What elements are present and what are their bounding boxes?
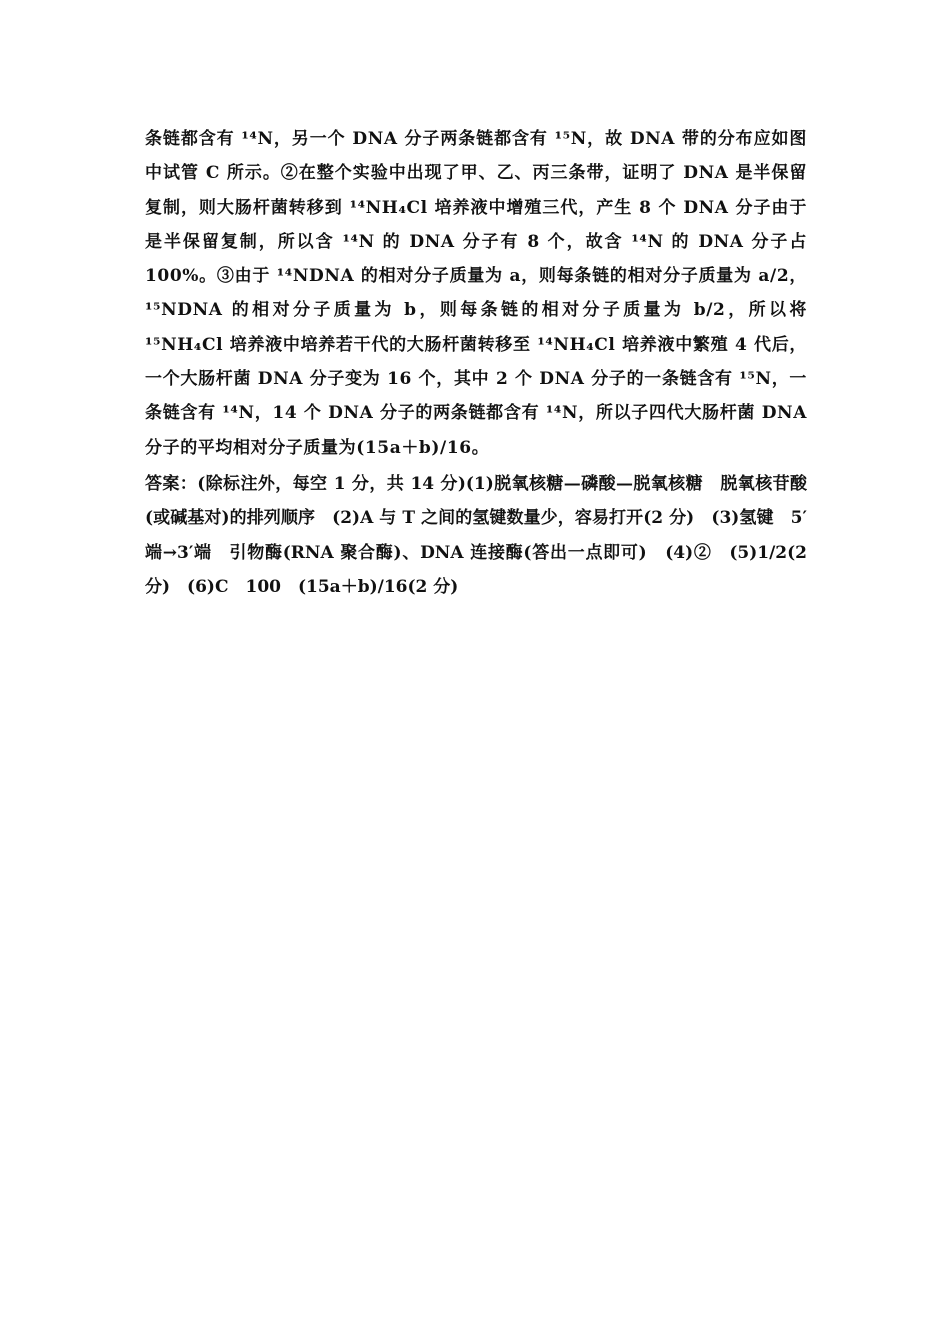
answer-label: 答案： (145, 473, 198, 494)
explanation-paragraph: 条链都含有 ¹⁴N，另一个 DNA 分子两条链都含有 ¹⁵N，故 DNA 带的分布应如图中试管 C 所示。②在整个实验中出现了甲、乙、丙三条带，证明了 DNA 是半保留复制，则大肠杆菌转移到 ¹⁴NH₄Cl 培养液中增殖三代，产生 8 个 DNA 分子由于是半保留复制，所以含 ¹⁴N 的 DNA 分子有 8 个，故含 ¹⁴N 的 DNA 分子占 100%。③由于 ¹⁴NDNA 的相对分子质量为 a，则每条链的相对分子质量为 a/2，¹⁵NDNA 的相对分子质量为 b，则每条链的相对分子质量为 b/2，所以将 ¹⁵NH₄Cl 培养液中培养若干代的大肠杆菌转移至 ¹⁴NH₄Cl 培养液中繁殖 4 代后，一个大肠杆菌 DNA 分子变为 16 个，其中 2 个 DNA 分子的一条链含有 ¹⁵N，一条链含有 ¹⁴N，14 个 DNA 分子的两条链都含有 ¹⁴N，所以子四代大肠杆菌 DNA 分子的平均相对分子质量为(15a＋b)/16。 (145, 129, 807, 458)
document-page (145, 122, 807, 604)
answer-text: (除标注外，每空 1 分，共 14 分)(1)脱氧核糖—磷酸—脱氧核糖 脱氧核苷酸(或碱基对)的排列顺序 (2)A 与 T 之间的氢键数量少，容易打开(2 分) (3)氢键 5′端→3′端 引物酶(RNA 聚合酶)、DNA 连接酶(答出一点即可) (4)② (5)1/2(2 分) (6)C 100 (15a＋b)/16(2 分) (145, 473, 807, 597)
answer-paragraph (145, 467, 807, 604)
